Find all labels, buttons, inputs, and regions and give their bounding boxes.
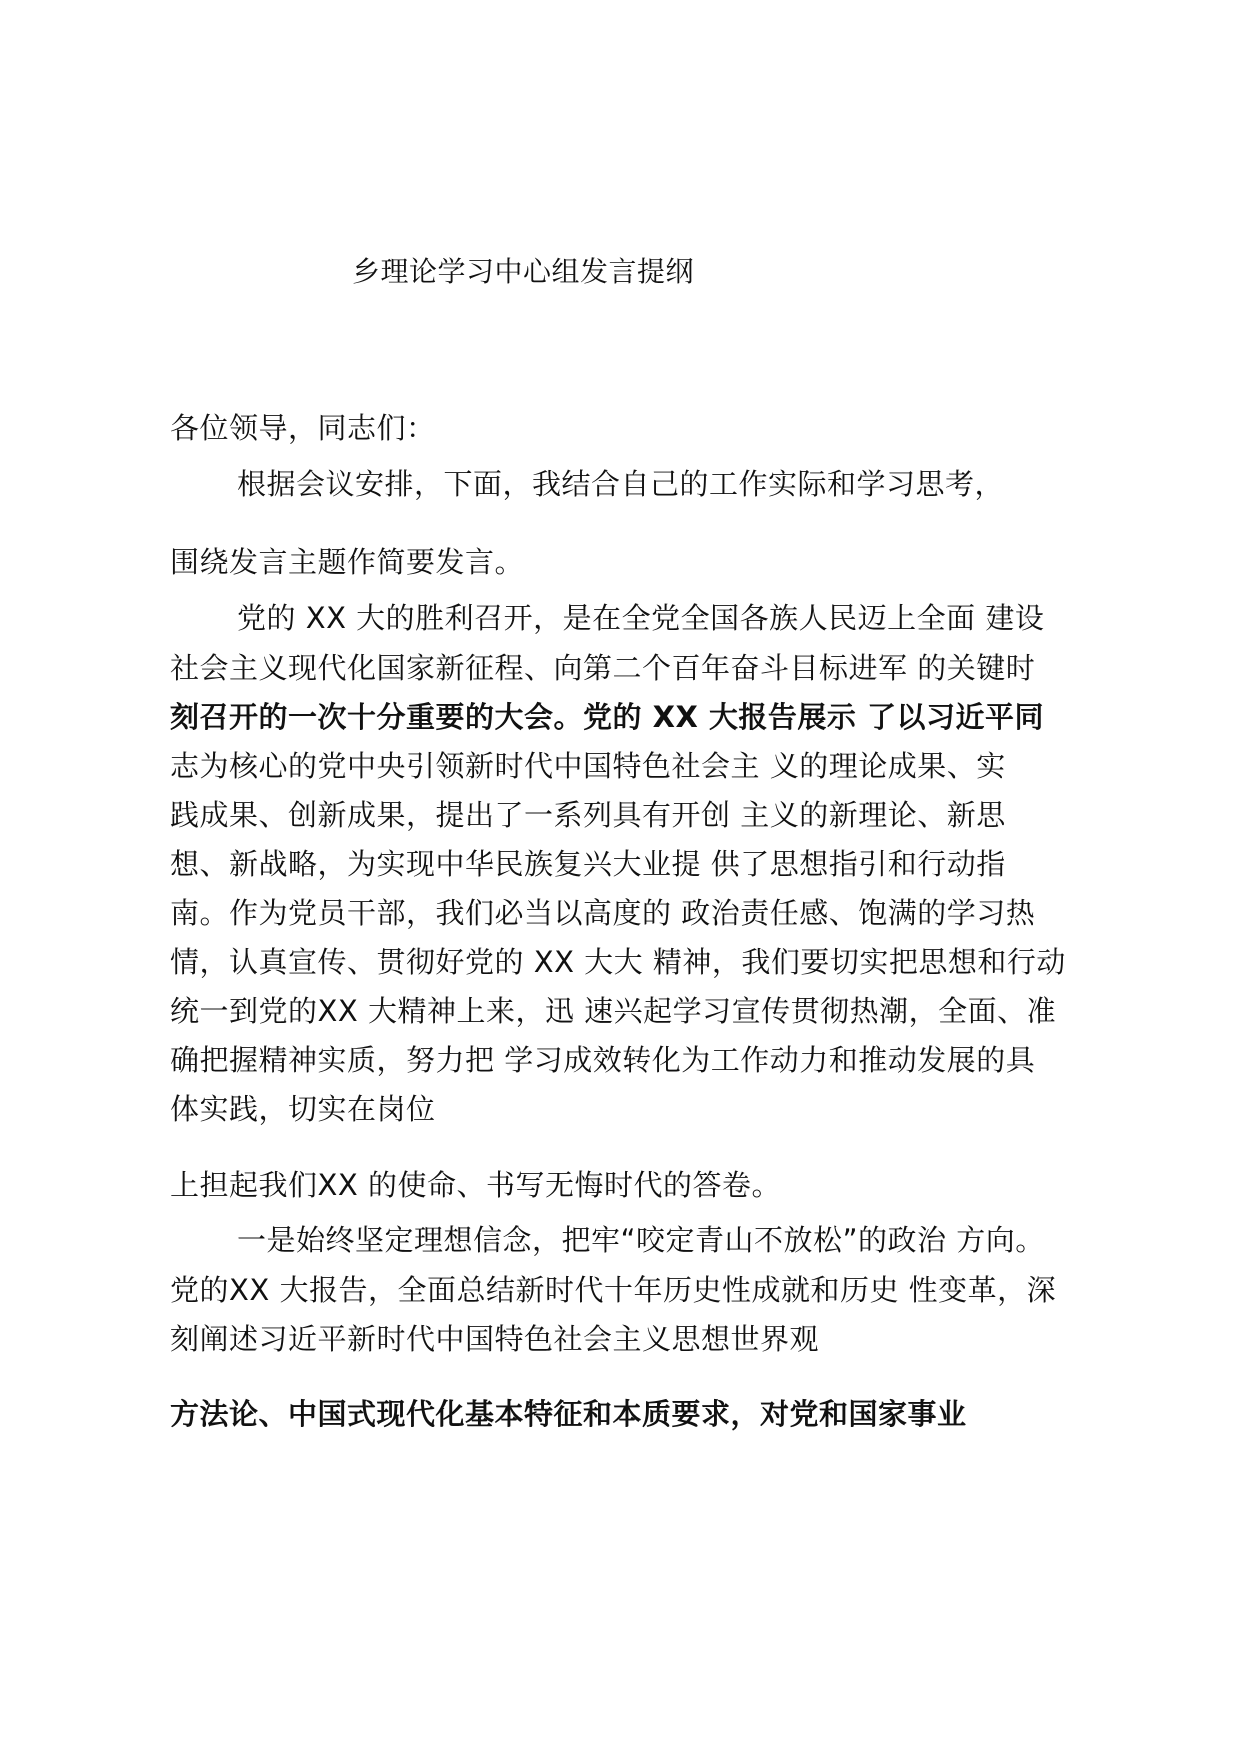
paragraph-line: 统一到党的XX 大精神上来，迅 速兴起学习宣传贯彻热潮，全面、准 [170, 994, 1057, 1028]
paragraph-line: 一是始终坚定理想信念，把牢“咬定青山不放松”的政治 方向。 [237, 1223, 1045, 1257]
paragraph-line: 社会主义现代化国家新征程、向第二个百年奋斗目标进军 的关键时 [170, 651, 1036, 685]
paragraph-line: 刻召开的一次十分重要的大会。党的 XX 大报告展示 了以习近平同 [170, 700, 1045, 734]
paragraph-line: 党的 XX 大的胜利召开，是在全党全国各族人民迈上全面 建设 [237, 601, 1045, 635]
paragraph-line: 上担起我们XX 的使命、书写无悔时代的答卷。 [170, 1168, 781, 1202]
paragraph-line: 围绕发言主题作简要发言。 [170, 545, 525, 579]
paragraph-line: 情，认真宣传、贯彻好党的 XX 大大 精神，我们要切实把思想和行动 [170, 945, 1066, 979]
paragraph-line: 南。作为党员干部，我们必当以高度的 政治责任感、饱满的学习热 [170, 896, 1036, 930]
paragraph-line: 方法论、中国式现代化基本特征和本质要求，对党和国家事业 [170, 1397, 967, 1431]
paragraph-line: 刻阐述习近平新时代中国特色社会主义思想世界观 [170, 1322, 820, 1356]
paragraph-line: 志为核心的党中央引领新时代中国特色社会主 义的理论成果、实 [170, 749, 1006, 783]
paragraph-line: 根据会议安排，下面，我结合自己的工作实际和学习思考， [237, 467, 1005, 501]
paragraph-line: 践成果、创新成果，提出了一系列具有开创 主义的新理论、新思 [170, 798, 1006, 832]
paragraph-line: 党的XX 大报告，全面总结新时代十年历史性成就和历史 性变革，深 [170, 1273, 1057, 1307]
paragraph-line: 确把握精神实质，努力把 学习成效转化为工作动力和推动发展的具 [170, 1043, 1036, 1077]
document-title: 乡理论学习中心组发言提纲 [352, 255, 695, 288]
salutation: 各位领导，同志们： [170, 411, 436, 445]
paragraph-line: 想、新战略，为实现中华民族复兴大业提 供了思想指引和行动指 [170, 847, 1006, 881]
paragraph-line: 体实践，切实在岗位 [170, 1092, 436, 1126]
